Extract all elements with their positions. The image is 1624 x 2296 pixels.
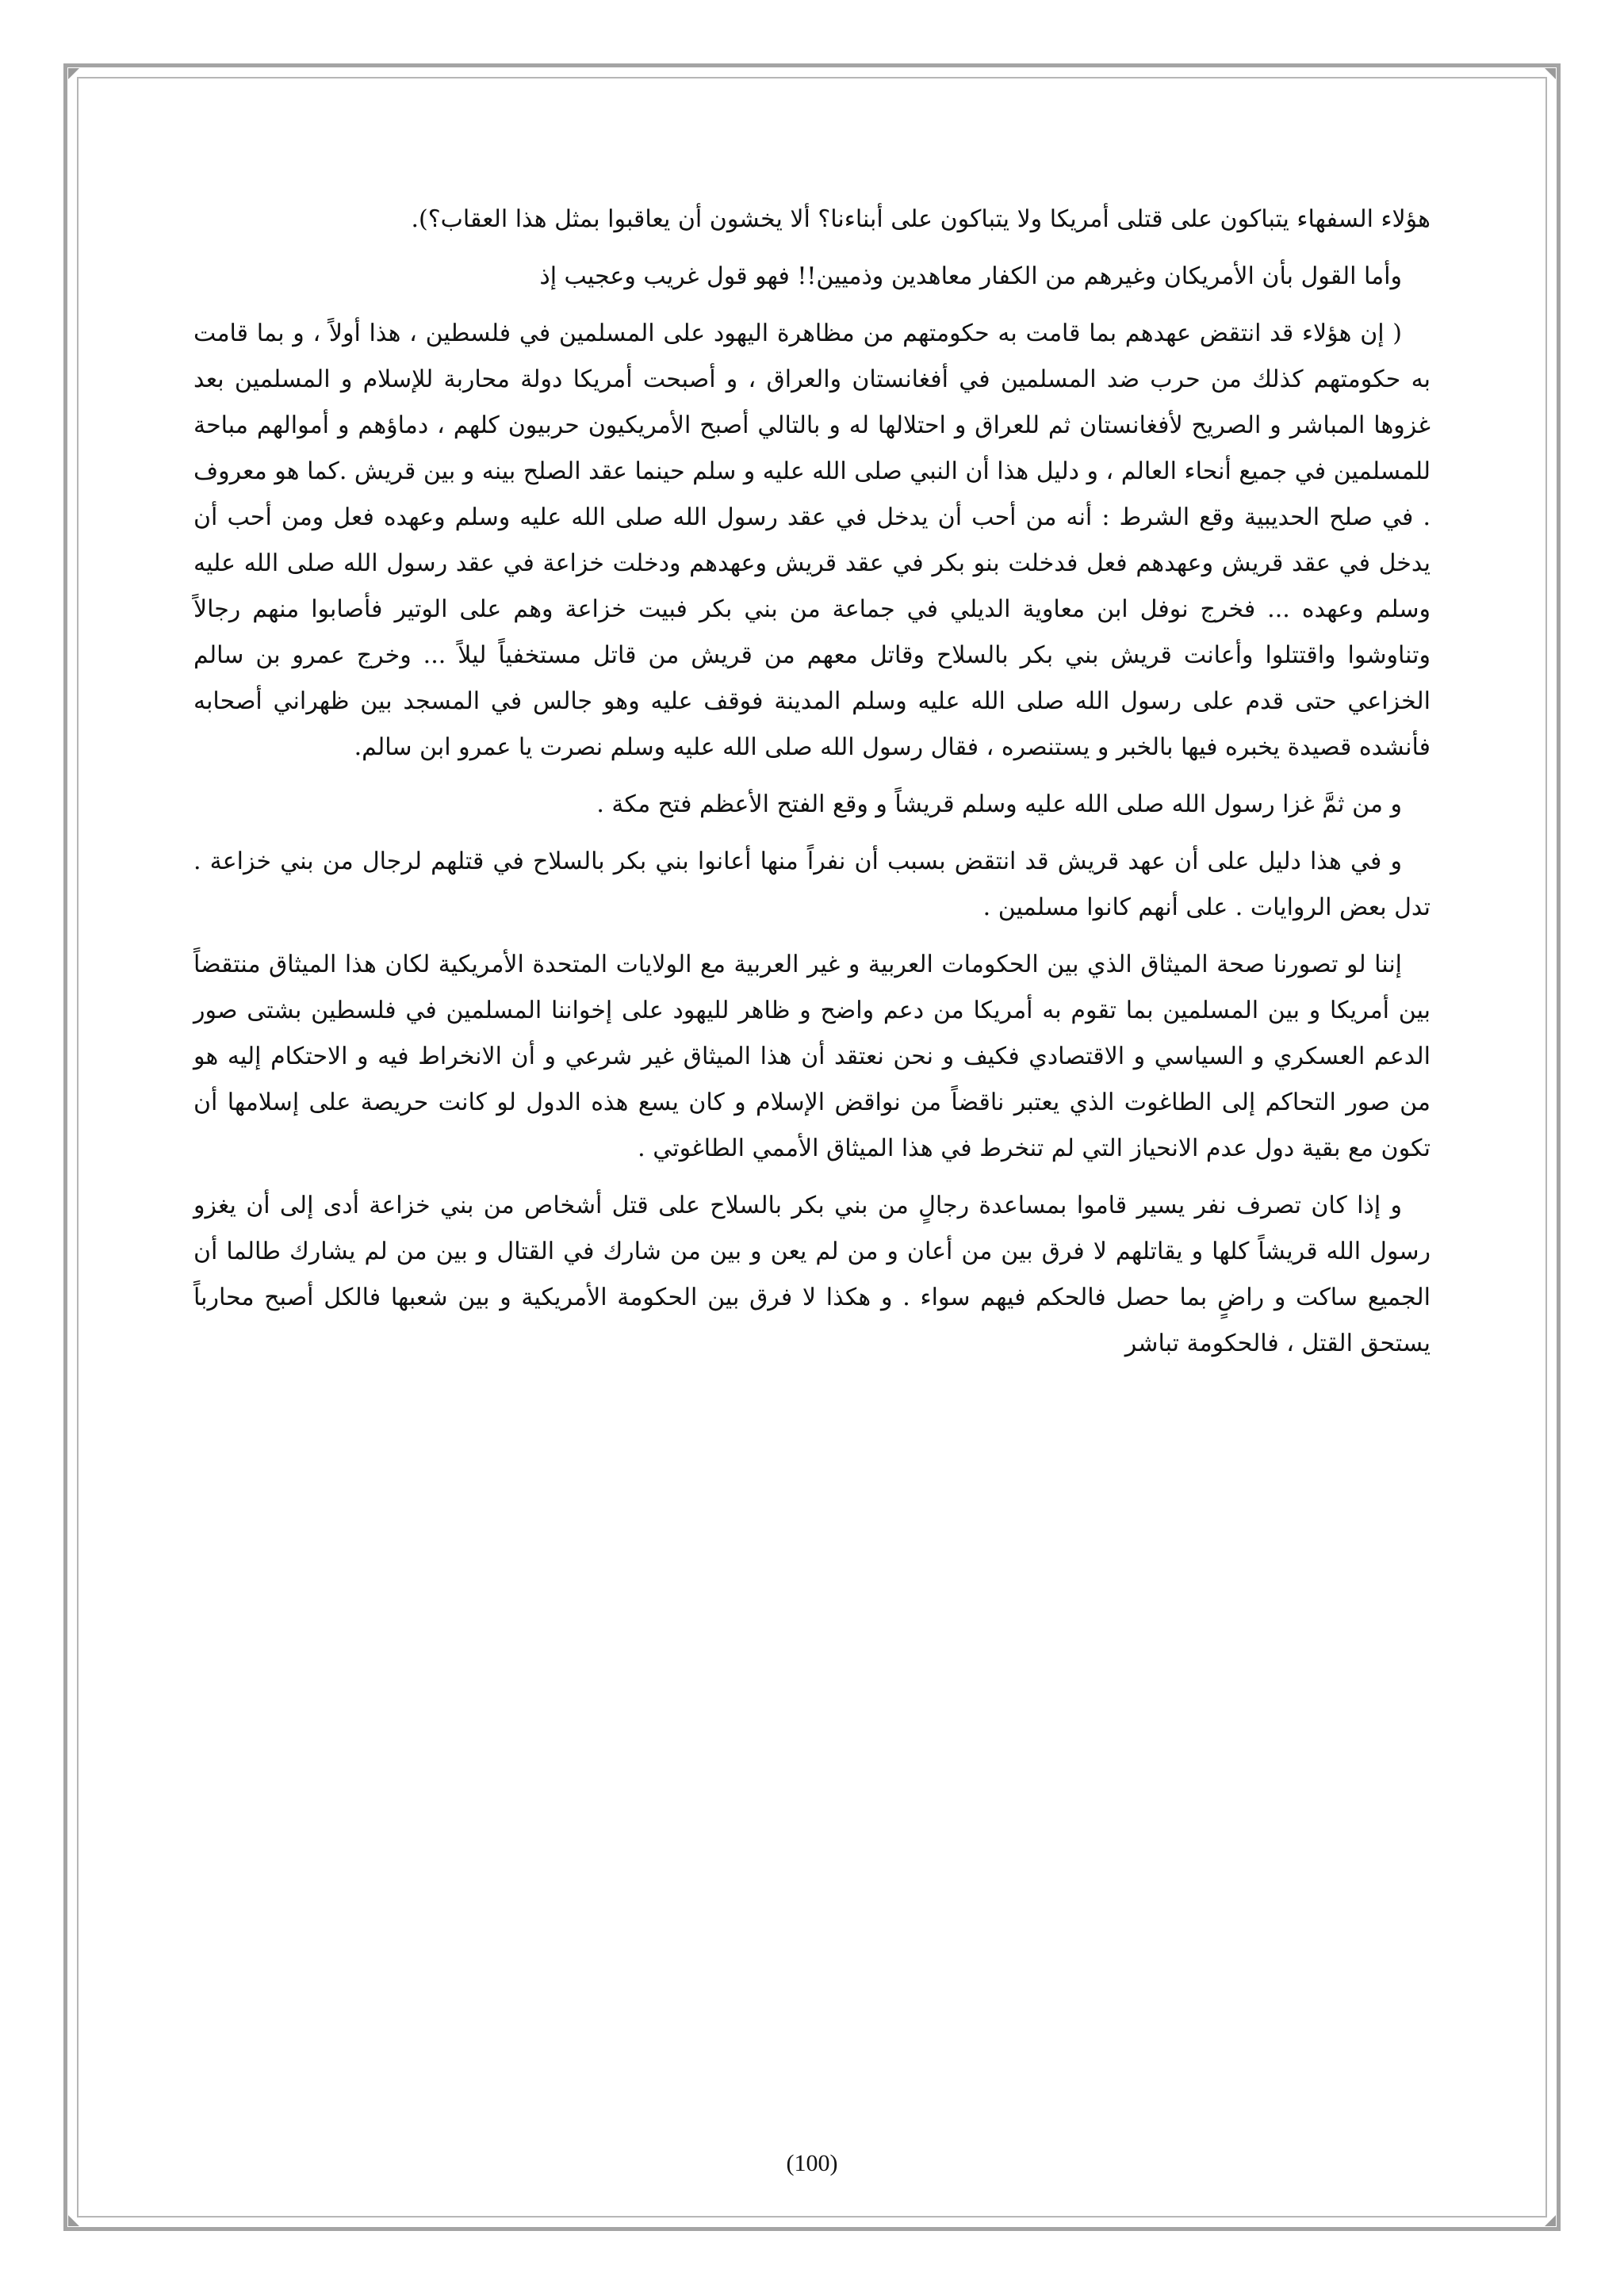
paragraph: وأما القول بأن الأمريكان وغيرهم من الكفار معاهدين وذميين!! فهو قول غريب وعجيب إذ — [539, 262, 1402, 290]
paragraph: و إذا كان تصرف نفر يسير قاموا بمساعدة رجالٍ من بني بكر بالسلاح على قتل أشخاص من بني خزاعة أدى إلى أن يغزو رسول الله قريشاً كلها و يقاتلهم لا فرق بين من أعان و من لم يعن و بين من شارك في القتال و بين من لم يشارك طالما أن الجميع ساكت و راضٍ بما حصل فالحكم فيهم سواء . و هكذا لا فرق بين الحكومة الأمريكية و بين شعبها فالكل أصبح محارباً يستحق القتل ، فالحكومة تباشر — [193, 1192, 1431, 1357]
corner-ornament-bottom-left — [68, 2215, 79, 2226]
page-number: (100) — [786, 2150, 838, 2176]
corner-ornament-bottom-right — [1545, 2215, 1556, 2226]
paragraph: ( إن هؤلاء قد انتقض عهدهم بما قامت به حكومتهم من مظاهرة اليهود على المسلمين في فلسطين ، هذا أولاً ، و بما قامت به حكومتهم كذلك من حرب ضد المسلمين في أفغانستان والعراق ، و أصبحت أمريكا دولة محاربة للإسلام و المسلمين بعد غزوها المباشر و الصريح لأفغانستان ثم للعراق و احتلالها له و بالتالي أصبح الأمريكيون حربيون كلهم ، دماؤهم و أموالهم مباحة للمسلمين في جميع أنحاء العالم ، و دليل هذا أن النبي صلى الله عليه و سلم حينما عقد الصلح بينه و بين قريش .كما هو معروف . في صلح الحديبية وقع الشرط : أنه من أحب أن يدخل في عقد رسول الله صلى الله عليه وسلم وعهده فعل ومن أحب أن يدخل في عقد قريش وعهدهم فعل فدخلت بنو بكر في عقد قريش وعهدهم ودخلت خزاعة في عقد رسول الله صلى الله عليه وسلم وعهده ... فخرج نوفل ابن معاوية الديلي في جماعة من بني بكر فبيت خزاعة وهم على الوتير فأصابوا منهم رجالاً وتناوشوا واقتتلوا وأعانت قريش بني بكر بالسلاح وقاتل معهم من قريش من قاتل مستخفياً ليلاً ... وخرج عمرو بن سالم الخزاعي حتى قدم على رسول الله صلى الله عليه وسلم المدينة فوقف عليه وهو جالس في المسجد بين ظهراني أصحابه فأنشده قصيدة يخبره فيها بالخبر و يستنصره ، فقال رسول الله صلى الله عليه وسلم نصرت يا عمرو ابن سالم. — [193, 320, 1431, 761]
paragraph: إننا لو تصورنا صحة الميثاق الذي بين الحكومات العربية و غير العربية مع الولايات المتحدة الأمريكية لكان هذا الميثاق منتقضاً بين أمريكا و بين المسلمين بما تقوم به أمريكا من دعم واضح و ظاهر لليهود على إخواننا المسلمين في فلسطين بشتى صور الدعم العسكري و السياسي و الاقتصادي فكيف و نحن نعتقد أن هذا الميثاق غير شرعي و أن الانخراط فيه و الاحتكام إليه هو من صور التحاكم إلى الطاغوت الذي يعتبر ناقضاً من نواقض الإسلام و كان يسع هذه الدول لو كانت حريصة على إسلامها أن تكون مع بقية دول عدم الانحياز التي لم تنخرط في هذا الميثاق الأممي الطاغوتي . — [193, 951, 1431, 1162]
corner-ornament-top-left — [68, 68, 79, 79]
paragraph: و في هذا دليل على أن عهد قريش قد انتقض بسبب أن نفراً منها أعانوا بني بكر بالسلاح في قتلهم لرجال من بني خزاعة . تدل بعض الروايات . على أنهم كانوا مسلمين . — [193, 848, 1431, 921]
page-body — [193, 197, 1431, 1378]
corner-ornament-top-right — [1545, 68, 1556, 79]
paragraph: و من ثمَّ غزا رسول الله صلى الله عليه وسلم قريشاً و وقع الفتح الأعظم فتح مكة . — [596, 790, 1402, 818]
paragraph: هؤلاء السفهاء يتباكون على قتلى أمريكا ولا يتباكون على أبناءنا؟ ألا يخشون أن يعاقبوا بمثل هذا العقاب؟). — [411, 205, 1431, 233]
